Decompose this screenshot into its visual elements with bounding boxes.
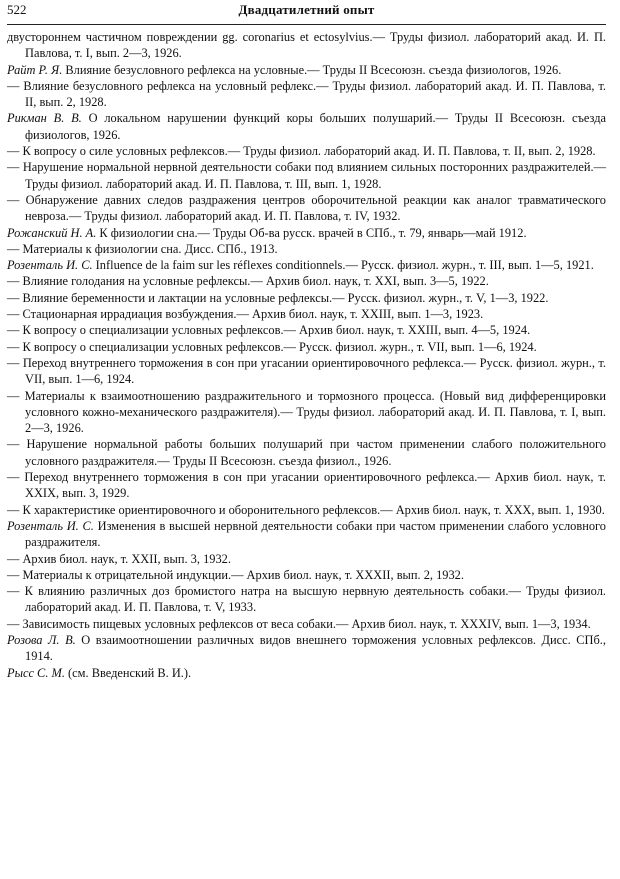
page-header: [7, 2, 606, 22]
entry-text: двустороннем частичном повреждении gg. coronarius et ectosylvius.— Труды физиол. лабораторий акад. И. П. Павлова, т. I, вып. 2—3, 1926.: [7, 30, 606, 61]
bibliography-entry: [7, 616, 606, 632]
bibliography-entry: [7, 78, 606, 111]
entry-text: — Нарушение нормальной работы больших полушарий при частом применении слабого положительного условного раздражителя.— Труды II Всесоюзн. съезда физиол., 1926.: [7, 437, 606, 468]
entry-text: — Переход внутреннего торможения в сон при угасании ориентировочного рефлекса.— Русск. физиол. журн., т. VII, вып. 1—6, 1924.: [7, 355, 606, 387]
entry-text: О локальном нарушении функций коры больших полушарий.— Труды II Всесоюзн. съезда физиологов, 1926.: [25, 111, 606, 142]
bibliography-entry: [7, 306, 606, 322]
bibliography-entry: [7, 29, 606, 62]
entry-text: — К вопросу о специализации условных рефлексов.— Архив биол. наук, т. XXIII, вып. 4—5, 1924.: [7, 323, 531, 338]
bibliography-entry: [7, 110, 606, 143]
entry-text: О взаимоотношении различных видов внешнего торможения условных рефлексов. Дисс. СПб., 1914.: [25, 632, 606, 664]
bibliography-entry: [7, 290, 606, 306]
bibliography-entry: [7, 583, 606, 616]
entry-author: Рикман В. В.: [7, 111, 82, 126]
bibliography-entry: [7, 241, 606, 257]
bibliography-entry: [7, 388, 606, 437]
bibliography-entry: [7, 665, 606, 681]
entry-author: Рысс С. М.: [7, 665, 65, 680]
bibliography-entry: [7, 355, 606, 388]
entry-text: — Обнаружение давних следов раздражения центров оборочительной реакции как аналог травматического невроза.— Труды физиол. лабораторий акад. И. П. Павлова, т. IV, 1932.: [7, 192, 606, 224]
entry-text: — Влияние безусловного рефлекса на условный рефлекс.— Труды физиол. лабораторий акад. И. П. Павлова, т. II, вып. 2, 1928.: [7, 78, 606, 110]
header-rule: [7, 24, 606, 25]
entry-author: Райт Р. Я.: [7, 62, 63, 77]
entry-text: Влияние безусловного рефлекса на условные.— Труды II Всесоюзн. съезда физиологов, 1926.: [62, 62, 562, 77]
entry-text: — Стационарная иррадиация возбуждения.— Архив биол. наук, т. XXIII, вып. 1—3, 1923.: [7, 307, 484, 322]
entry-text: — Переход внутреннего торможения в сон при угасании ориентировочного рефлекса.— Архив биол. наук, т. XXIX, вып. 3, 1929.: [7, 470, 606, 501]
entry-author: Розенталь И. С.: [7, 518, 94, 533]
entry-text: — К вопросу о силе условных рефлексов.— Труды физиол. лабораторий акад. И. П. Павлова, т. II, вып. 2, 1928.: [7, 144, 596, 159]
entry-text: — К вопросу о специализации условных рефлексов.— Русск. физиол. журн., т. VII, вып. 1—6, 1924.: [7, 339, 537, 354]
entry-text: — Зависимость пищевых условных рефлексов от веса собаки.— Архив биол. наук, т. XXXIV, вып. 1—3, 1934.: [7, 616, 591, 631]
page-number: 522: [7, 2, 27, 17]
entry-text: Изменения в высшей нервной деятельности собаки при частом применении слабого условного раздражителя.: [25, 518, 607, 550]
entry-text: — К характеристике ориентировочного и оборонительного рефлексов.— Архив биол. наук, т. XXX, вып. 1, 1930.: [7, 502, 605, 517]
bibliography-entry: [7, 225, 606, 241]
entry-text: Influence de la faim sur les réflexes conditionnels.— Русск. физиол. журн., т. III, вып. 1—5, 1921.: [92, 258, 594, 273]
bibliography-entry: [7, 469, 606, 502]
entry-author: Розова Л. В.: [7, 632, 76, 647]
bibliography-entry: [7, 159, 606, 192]
entry-text: — Влияние голодания на условные рефлексы.— Архив биол. наук, т. XXI, вып. 3—5, 1922.: [7, 274, 489, 289]
entry-text: — Материалы к отрицательной индукции.— Архив биол. наук, т. XXXII, вып. 2, 1932.: [7, 567, 464, 582]
entry-author: Рожанский Н. А.: [7, 225, 97, 240]
entry-text: — Материалы к физиологии сна. Дисс. СПб., 1913.: [7, 241, 278, 256]
bibliography-entry: [7, 143, 606, 159]
entry-text: — Нарушение нормальной нервной деятельности собаки под влиянием сильных посторонних раздражителей.— Труды физиол. лабораторий акад. И. П. Павлова, т. III, вып. 1, 1928.: [7, 160, 606, 191]
running-title: Двадцатилетний опыт: [238, 2, 375, 17]
bibliography-entry: [7, 502, 606, 518]
bibliography-entry: [7, 632, 606, 665]
bibliography-entry: [7, 339, 606, 355]
bibliography-entry: [7, 322, 606, 338]
bibliography-entry: [7, 192, 606, 225]
bibliography-entry: [7, 273, 606, 289]
entry-author: Розенталь И. С.: [7, 258, 93, 273]
entry-text: К физиологии сна.— Труды Об-ва русск. врачей в СПб., т. 79, январь—май 1912.: [96, 225, 527, 240]
entry-text: (см. Введенский В. И.).: [64, 665, 192, 680]
bibliography-entry: [7, 551, 606, 567]
bibliography-entry: [7, 62, 606, 78]
bibliography-entry: [7, 436, 606, 469]
entry-text: — Влияние беременности и лактации на условные рефлексы.— Русск. физиол. журн., т. V, 1—3, 1922.: [7, 290, 549, 305]
bibliography-list: [7, 29, 606, 681]
entry-text: — К влиянию различных доз бромистого натра на высшую нервную деятельность собаки.— Труды физиол. лабораторий акад. И. П. Павлова, т. V, 1933.: [7, 584, 606, 615]
bibliography-entry: [7, 567, 606, 583]
bibliography-entry: [7, 518, 606, 551]
bibliography-entry: [7, 257, 606, 273]
entry-text: — Материалы к взаимоотношению раздражительного и тормозного процесса. (Новый вид дифференцировки условного кожно-механического раздражителя).— Труды физиол. лабораторий акад. И. П. Павлова, т. I, вып. 2—3, 1926.: [7, 388, 606, 436]
entry-text: — Архив биол. наук, т. XXII, вып. 3, 1932.: [7, 551, 231, 566]
